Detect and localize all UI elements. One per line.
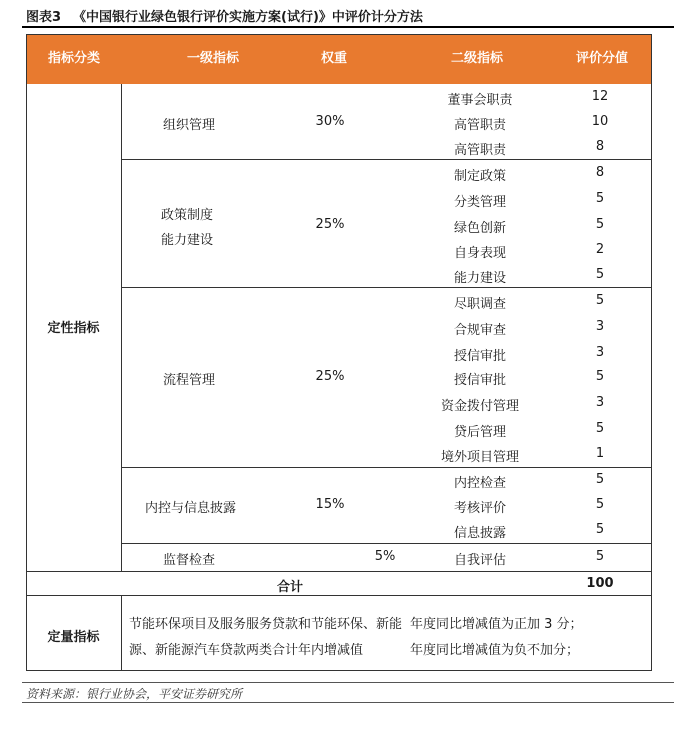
source-note: 资料来源：银行业协会，平安证券研究所 <box>26 687 243 701</box>
divider-total-bottom <box>26 595 652 596</box>
score-item: 5 <box>595 497 605 512</box>
level2-item: 自我评估 <box>453 553 506 568</box>
level2-item: 尽职调查 <box>453 297 506 312</box>
weight-process: 25% <box>315 369 345 384</box>
score-item: 10 <box>591 114 609 129</box>
score-item: 2 <box>595 242 605 257</box>
quantitative-rule-line1: 年度同比增减值为正加 3 分； <box>410 617 583 632</box>
weight-supervision: 5% <box>374 549 396 564</box>
level2-item: 授信审批 <box>453 373 506 388</box>
weight-internal-control: 15% <box>315 497 345 512</box>
total-value: 100 <box>586 576 614 591</box>
quantitative-label: 定量指标 <box>47 630 100 645</box>
score-item: 3 <box>595 319 605 334</box>
score-item: 1 <box>595 446 605 461</box>
score-item: 5 <box>595 191 605 206</box>
level2-item: 能力建设 <box>453 271 506 286</box>
header-category: 指标分类 <box>47 51 100 66</box>
level2-item: 高管职责 <box>453 118 506 133</box>
level2-item: 贷后管理 <box>453 425 506 440</box>
figure-label: 图表3 <box>26 10 62 25</box>
score-item: 8 <box>595 165 605 180</box>
score-item: 5 <box>595 267 605 282</box>
score-item: 8 <box>595 139 605 154</box>
score-item: 3 <box>595 395 605 410</box>
divider-quant <box>121 595 122 671</box>
divider-group-3 <box>121 467 652 468</box>
qualitative-label: 定性指标 <box>47 321 100 336</box>
divider-group-1 <box>121 159 652 160</box>
total-label: 合计 <box>276 580 303 595</box>
score-item: 5 <box>595 472 605 487</box>
quantitative-desc-line1: 节能环保项目及服务服务贷款和节能环保、新能 <box>129 617 403 632</box>
level2-item: 绿色创新 <box>453 221 506 236</box>
level1-supervision: 监督检查 <box>163 553 216 568</box>
score-item: 5 <box>595 293 605 308</box>
header-weight: 权重 <box>320 51 347 66</box>
table-frame <box>26 34 652 671</box>
level2-item: 董事会职责 <box>447 93 513 108</box>
level2-item: 授信审批 <box>453 349 506 364</box>
divider-group-2 <box>121 287 652 288</box>
header-level2: 二级指标 <box>450 51 503 66</box>
figure-title <box>26 6 423 25</box>
weight-policy: 25% <box>315 217 345 232</box>
divider-group-4 <box>121 543 652 544</box>
level2-item: 内控检查 <box>453 476 506 491</box>
score-item: 5 <box>595 421 605 436</box>
score-item: 5 <box>595 217 605 232</box>
level1-policy-line1: 政策制度 <box>161 208 214 223</box>
level2-item: 自身表现 <box>453 246 506 261</box>
level2-item: 信息披露 <box>453 526 506 541</box>
weight-org-management: 30% <box>315 114 345 129</box>
level2-item: 境外项目管理 <box>440 450 519 465</box>
header-score: 评价分值 <box>575 51 628 66</box>
figure-caption: 《中国银行业绿色银行评价实施方案(试行)》中评价计分方法 <box>73 10 423 25</box>
score-item: 5 <box>595 549 605 564</box>
quantitative-rule-line2: 年度同比增减值为负不加分； <box>410 643 580 658</box>
level2-item: 合规审查 <box>453 323 506 338</box>
level2-item: 分类管理 <box>453 195 506 210</box>
level1-org-management: 组织管理 <box>163 118 216 133</box>
source-rule-bottom <box>22 702 674 703</box>
level2-item: 制定政策 <box>453 169 506 184</box>
divider-total-top <box>26 571 652 572</box>
score-item: 3 <box>595 345 605 360</box>
score-item: 12 <box>591 89 609 104</box>
level2-item: 资金拨付管理 <box>440 399 519 414</box>
quantitative-desc-line2: 源、新能源汽车贷款两类合计年内增减值 <box>129 643 364 658</box>
divider-category <box>121 84 122 571</box>
score-item: 5 <box>595 369 605 384</box>
title-rule <box>22 26 674 28</box>
level1-internal-control: 内控与信息披露 <box>145 501 237 516</box>
level2-item: 高管职责 <box>453 143 506 158</box>
score-item: 5 <box>595 522 605 537</box>
source-rule-top <box>22 682 674 683</box>
header-level1: 一级指标 <box>186 51 239 66</box>
level2-item: 考核评价 <box>453 501 506 516</box>
level1-process-management: 流程管理 <box>163 373 216 388</box>
level1-policy-line2: 能力建设 <box>161 233 214 248</box>
